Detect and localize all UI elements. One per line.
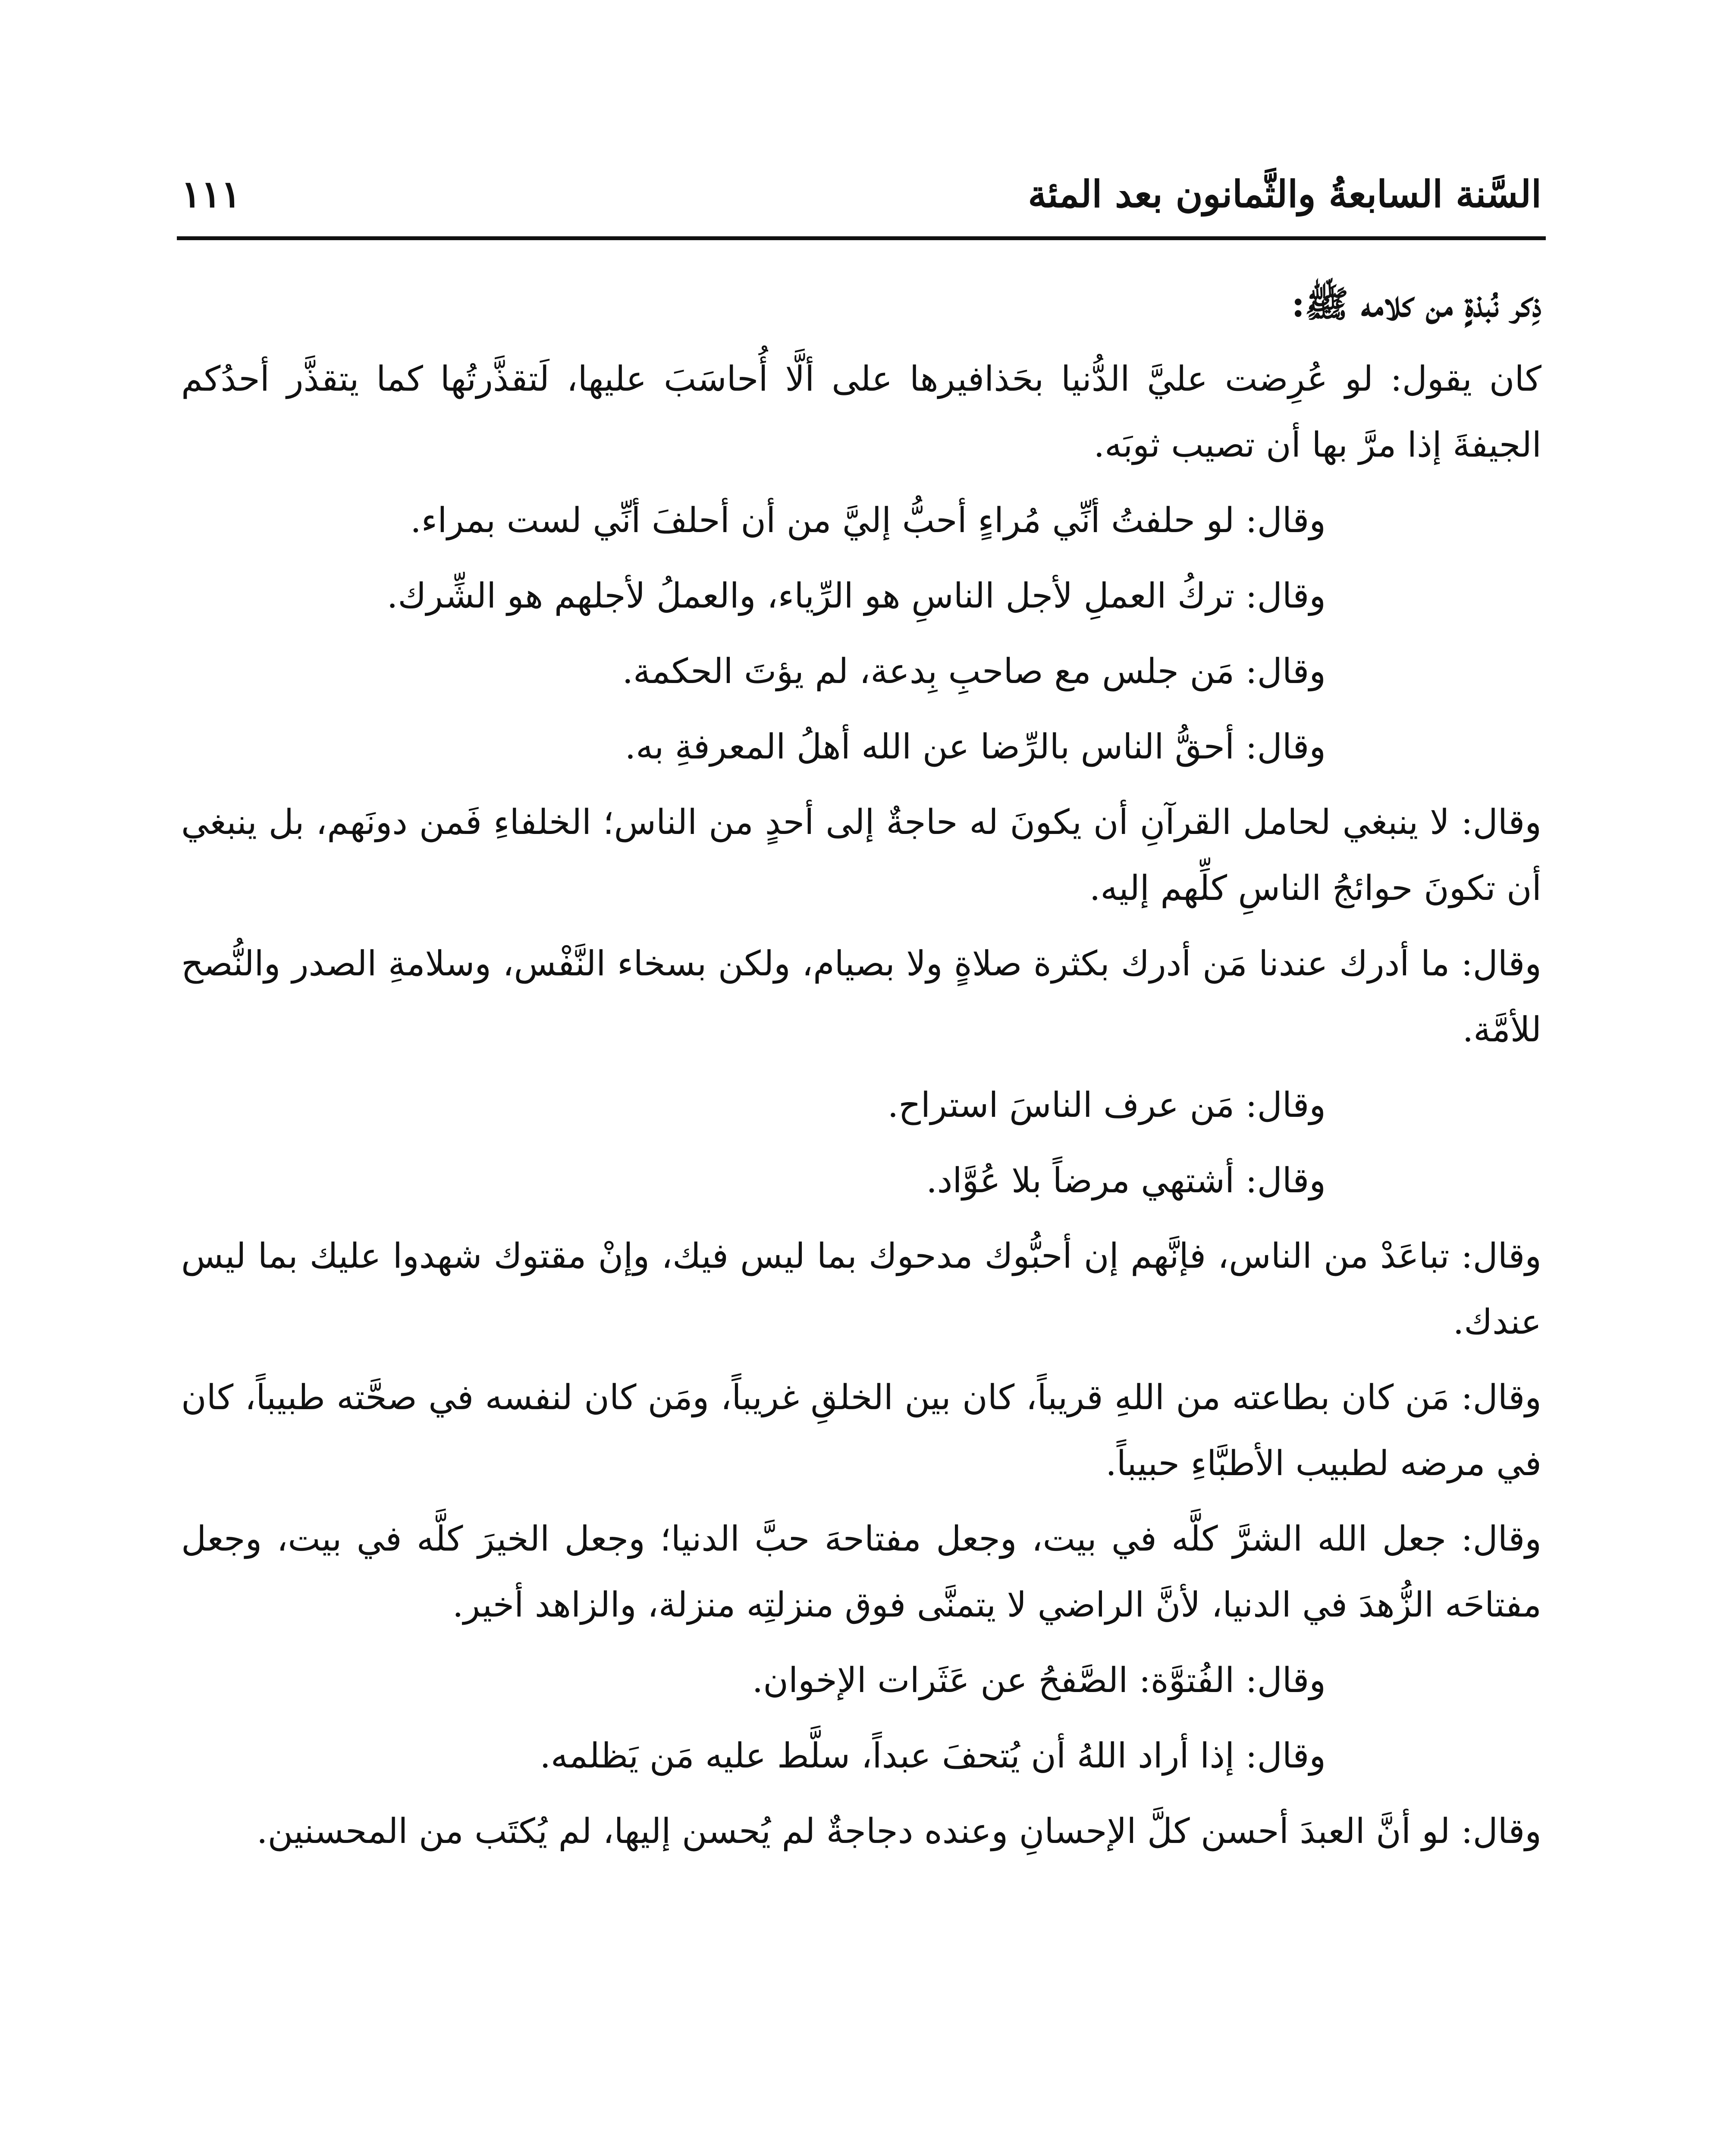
paragraph: وقال: إذا أراد اللهُ أن يُتحفَ عبداً، سلَّط عليه مَن يَظلمه. [540, 1736, 1326, 1776]
paragraph: وقال: تركُ العملِ لأجل الناسِ هو الرِّياء، والعملُ لأجلهم هو الشِّرك. [386, 576, 1326, 616]
header-rule [177, 236, 1546, 240]
paragraph: كان يقول: لو عُرِضت عليَّ الدُّنيا بحَذافيرها على ألَّا أُحاسَبَ عليها، لَتقذَّرتُها كما يتقذَّر أحدُكم الجيفةَ إذا مرَّ بها أن تصيب ثوبَه. [181, 359, 1541, 465]
paragraph: وقال: أحقُّ الناس بالرِّضا عن الله أهلُ المعرفةِ به. [625, 727, 1326, 767]
page-body [181, 272, 1541, 1874]
page-header [181, 164, 1541, 224]
paragraph: وقال: الفُتوَّة: الصَّفحُ عن عَثَرات الإخوان. [752, 1660, 1326, 1700]
section-heading: ذِكر نُبذةٍ من كلامه ﷺ: [1291, 282, 1541, 325]
paragraph: وقال: لو أنَّ العبدَ أحسن كلَّ الإحسانِ وعنده دجاجةٌ لم يُحسن إليها، لم يُكتَب من المحسنين. [257, 1811, 1541, 1851]
paragraph: وقال: ما أدرك عندنا مَن أدرك بكثرة صلاةٍ ولا بصيام، ولكن بسخاء النَّفْس، وسلامةِ الصدر والنُّصح للأمَّة. [181, 943, 1542, 1050]
paragraph: وقال: مَن جلس مع صاحبِ بِدعة، لم يؤتَ الحكمة. [622, 651, 1326, 691]
paragraph: وقال: مَن كان بطاعته من اللهِ قريباً، كان بين الخلقِ غريباً، ومَن كان لنفسه في صحَّته طبيباً، كان في مرضه لطبيب الأطبَّاءِ حبيباً. [181, 1377, 1541, 1483]
page-number: ١١١ [181, 172, 241, 216]
paragraph: وقال: أشتهي مرضاً بلا عُوَّاد. [926, 1160, 1326, 1200]
paragraph: وقال: جعل الله الشرَّ كلَّه في بيت، وجعل مفتاحهَ حبَّ الدنيا؛ وجعل الخيرَ كلَّه في بيت، وجعل مفتاحَه الزُّهدَ في الدنيا، لأنَّ الراضي لا يتمنَّى فوق منزلتِه منزلة، والزاهد أخير. [181, 1519, 1541, 1625]
paragraph: وقال: تباعَدْ من الناس، فإنَّهم إن أحبُّوك مدحوك بما ليس فيك، وإنْ مقتوك شهدوا عليك بما ليس عندك. [181, 1236, 1541, 1342]
paragraph: وقال: لو حلفتُ أنِّي مُراءٍ أحبُّ إليَّ من أن أحلفَ أنِّي لست بمراء. [410, 500, 1326, 540]
paragraph: وقال: لا ينبغي لحامل القرآنِ أن يكونَ له حاجةٌ إلى أحدٍ من الناس؛ الخلفاءِ فَمن دونَهم، بل ينبغي أن تكونَ حوائجُ الناسِ كلِّهم إليه. [181, 802, 1541, 908]
running-title: السَّنة السابعةُ والثَّمانون بعد المئة [1028, 172, 1541, 216]
paragraph: وقال: مَن عرف الناسَ استراح. [887, 1085, 1326, 1125]
